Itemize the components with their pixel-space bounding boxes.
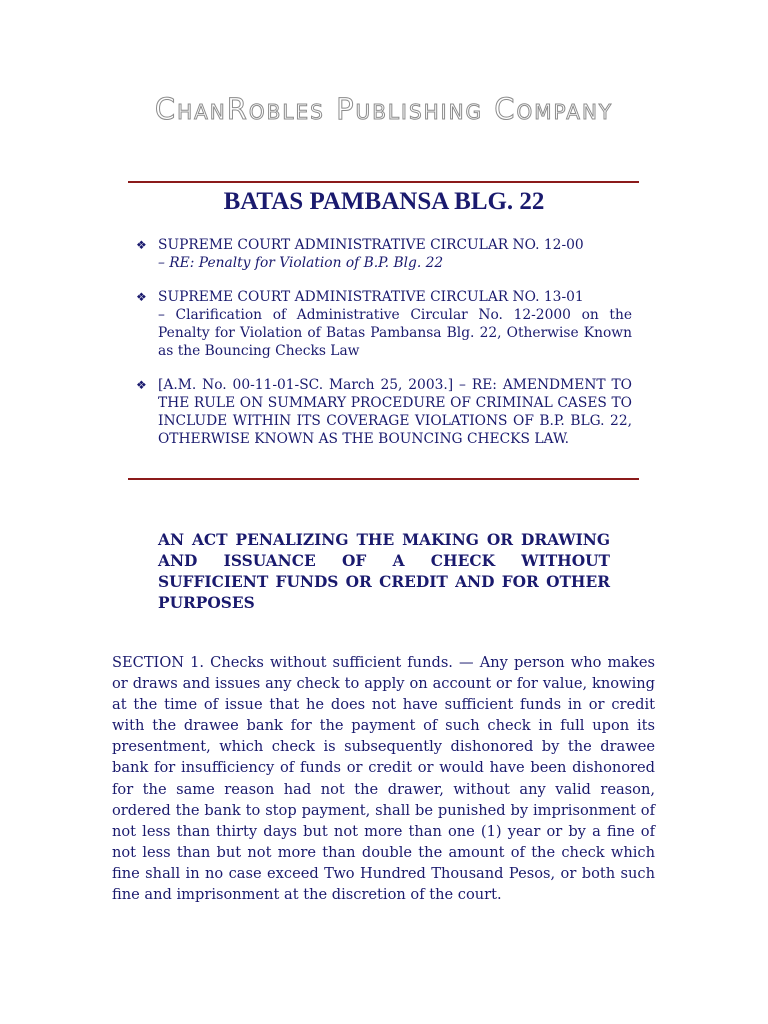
list-item-subtitle: – Clarification of Administrative Circular No. 12-2000 on the Penalty for Violation of Batas Pambansa Blg. 22, Otherwise Known as the Bouncing Checks Law xyxy=(158,307,632,359)
document-title: BATAS PAMBANSA BLG. 22 xyxy=(223,188,545,215)
publisher-name: ChanRobles Publishing Company xyxy=(154,92,614,126)
list-item xyxy=(136,376,632,448)
diamond-bullet-icon: ❖ xyxy=(136,378,147,392)
list-item-lead: SUPREME COURT ADMINISTRATIVE CIRCULAR NO. 12-00 xyxy=(158,237,584,253)
diamond-bullet-icon: ❖ xyxy=(136,290,147,304)
act-title: AN ACT PENALIZING THE MAKING OR DRAWING AND ISSUANCE OF A CHECK WITHOUT SUFFICIENT FUNDS OR CREDIT AND FOR OTHER PURPOSES xyxy=(158,531,610,612)
bottom-divider xyxy=(128,478,639,480)
section-1-text: SECTION 1. Checks without sufficient funds. — Any person who makes or draws and issues any check to apply on account or for value, knowing at the time of issue that he does not have sufficient funds in or credit with the drawee bank for the payment of such check in full upon its presentment, which check is subsequently dishonored by the drawee bank for insufficiency of funds or credit or would have been dishonored for the same reason had not the drawer, without any valid reason, ordered the bank to stop payment, shall be punished by imprisonment of not less than thirty days but not more than one (1) year or by a fine of not less than but not more than double the amount of the check which fine shall in no case exceed Two Hundred Thousand Pesos, or both such fine and imprisonment at the discretion of the court. xyxy=(112,654,655,904)
list-item-lead: [A.M. No. 00-11-01-SC. March 25, 2003.] – RE: AMENDMENT TO THE RULE ON SUMMARY PROCEDURE OF CRIMINAL CASES TO INCLUDE WITHIN ITS COVERAGE VIOLATIONS OF B.P. BLG. 22, OTHERWISE KNOWN AS THE BOUNCING CHECKS LAW. xyxy=(158,377,632,447)
top-divider xyxy=(128,181,639,183)
list-item xyxy=(136,288,632,360)
list-item-lead: SUPREME COURT ADMINISTRATIVE CIRCULAR NO. 13-01 xyxy=(158,289,584,305)
circular-list xyxy=(136,236,632,464)
list-item-subtitle: – RE: Penalty for Violation of B.P. Blg. 22 xyxy=(158,255,444,271)
list-item xyxy=(136,236,632,272)
diamond-bullet-icon: ❖ xyxy=(136,238,147,252)
